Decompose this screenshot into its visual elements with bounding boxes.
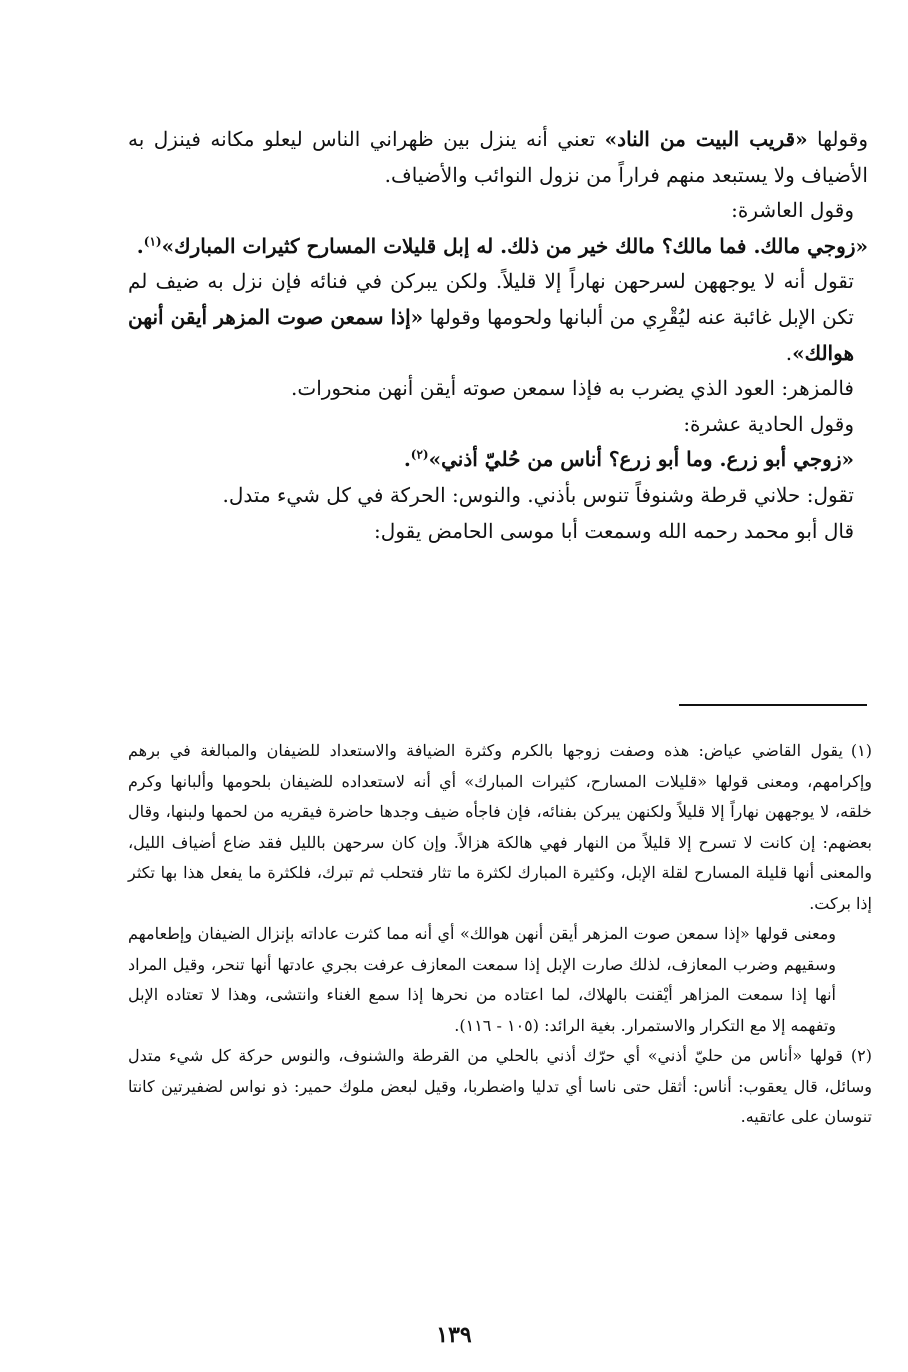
footnote-1-text: يقول القاضي عياض: هذه وصفت زوجها بالكرم وكثرة الضيافة والاستعداد للضيفان والمبالغة في برهم وإكرامهم، ومعنى قولها «قليلات المسارح، كثيرات المبارك» أي أنه لاستعداده للضيفان بلحومها وألبانها وكرم خلقه، لا يوجههن نهاراً إلا قليلاً ولكنهن يبركن بفنائه، فإن فاجأه ضيف وجدها حاضرة فيقريه من لحمها ولبنها، وقال بعضهم: إن كانت لا تسرح إلا قليلاً من النهار فهي هالكة هزالاً. وإن كان سرحهن بالليل فقد ضاع أضياف الليل، والمعنى أنها قليلة المسارح لقلة الإبل، وكثيرة المبارك لكثرة ما تثار فتحلب ثم تبرك، فلكثرة ما يفعل هذا بها تكثر إذا بركت. (128, 741, 872, 913)
paragraph-4: تقول أنه لا يوجههن لسرحهن نهاراً إلا قليلاً. ولكن يبركن في فنائه فإن نزل به ضيف لم تكن الإبل غائبة عنه ليُقْرِي من ألبانها ولحومها وقولها «إذا سمعن صوت المزهر أيقن أنهن هوالك». (128, 269, 854, 365)
footnote-ref-1[interactable]: (١) (143, 234, 162, 249)
footnotes (128, 736, 872, 1133)
quote-tenth-woman: «زوجي مالك. فما مالك؟ مالك خير من ذلك. له إبل قليلات المسارح كثيرات المبارك»$^{(١)}$. (136, 233, 868, 258)
paragraph-2: وقول العاشرة: (731, 198, 854, 223)
footnote-2-number: (٢) (850, 1046, 872, 1065)
paragraph-6: وقول الحادية عشرة: (683, 411, 854, 436)
footnote-2 (128, 1041, 872, 1133)
footnote-1-number: (١) (850, 741, 873, 760)
paragraph-5: فالمزهر: العود الذي يضرب به فإذا سمعن صوته أيقن أنهن منحورات. (291, 376, 854, 401)
quote-tenth-text: «زوجي مالك. فما مالك؟ مالك خير من ذلك. له إبل قليلات المسارح كثيرات المبارك» (161, 233, 868, 258)
footnote-2-text: قولها «أناس من حليّ أذني» أي حرّك أذني بالحلي من القرطة والشنوف، والنوس حركة كل شيء متدل وسائل، قال يعقوب: أناس: أثقل حتى ناسا أي تدليا واضطربا، وقيل لبعض ملوك حمير: ذو نواس لضفيرتين كانتا تنوسان على عاتقيه. (128, 1046, 872, 1126)
paragraph-1-body: تعني أنه ينزل بين ظهراني الناس ليعلو مكانه فينزل به الأضياف ولا يستبعد منهم فراراً من نزول النوائب والأضياف. (128, 127, 868, 187)
footnote-ref-2[interactable]: (٢) (410, 447, 429, 462)
footnote-1 (128, 736, 872, 919)
paragraph-1 (128, 122, 868, 193)
footnote-1-paragraph-2: ومعنى قولها «إذا سمعن صوت المزهر أيقن أنهن هوالك» أي أنه مما كثرت عاداته بإنزال الضيفان وإطعامهم وسقيهم وضرب المعازف، لذلك صارت الإبل إذا سمعت المعازف عرفت بجري عادتها أنها تنحر، وقيل المراد أنها إذا سمعت المزاهر أيْقنت بالهلاك، لما اعتاده من نحرها إذا سمع الغناء وانتشى، وهذا لا تعتاده الإبل وتفهمه إلا مع التكرار والاستمرار. بغية الرائد: (١٠٥ - ١١٦). (128, 924, 836, 1035)
paragraph-1-lead: وقولها (817, 127, 869, 151)
quote-eleventh-woman: «زوجي أبو زرع. وما أبو زرع؟ أناس من حُليّ أذني»$^{(٢)}$. (403, 447, 854, 472)
quote-eleventh-text: «زوجي أبو زرع. وما أبو زرع؟ أناس من حُليّ أذني» (428, 447, 854, 472)
quote-mizhar: «إذا سمعن صوت المزهر أيقن أنهن هوالك» (128, 304, 854, 365)
footnote-separator (679, 704, 867, 706)
quote-near-house: «قريب البيت من الناد» (604, 127, 808, 151)
paragraph-8: تقول: حلاني قرطة وشنوفاً تنوس بأذني. والنوس: الحركة في كل شيء متدل. (222, 482, 854, 507)
main-text (128, 122, 868, 549)
paragraph-9: قال أبو محمد رحمه الله وسمعت أبا موسى الحامض يقول: (374, 518, 854, 543)
page-number: ١٣٩ (436, 1322, 472, 1348)
paragraph-4-body: تقول أنه لا يوجههن لسرحهن نهاراً إلا قليلاً. ولكن يبركن في فنائه فإن نزل به ضيف لم تكن الإبل غائبة عنه ليُقْرِي من ألبانها ولحومها وقولها (128, 269, 854, 329)
